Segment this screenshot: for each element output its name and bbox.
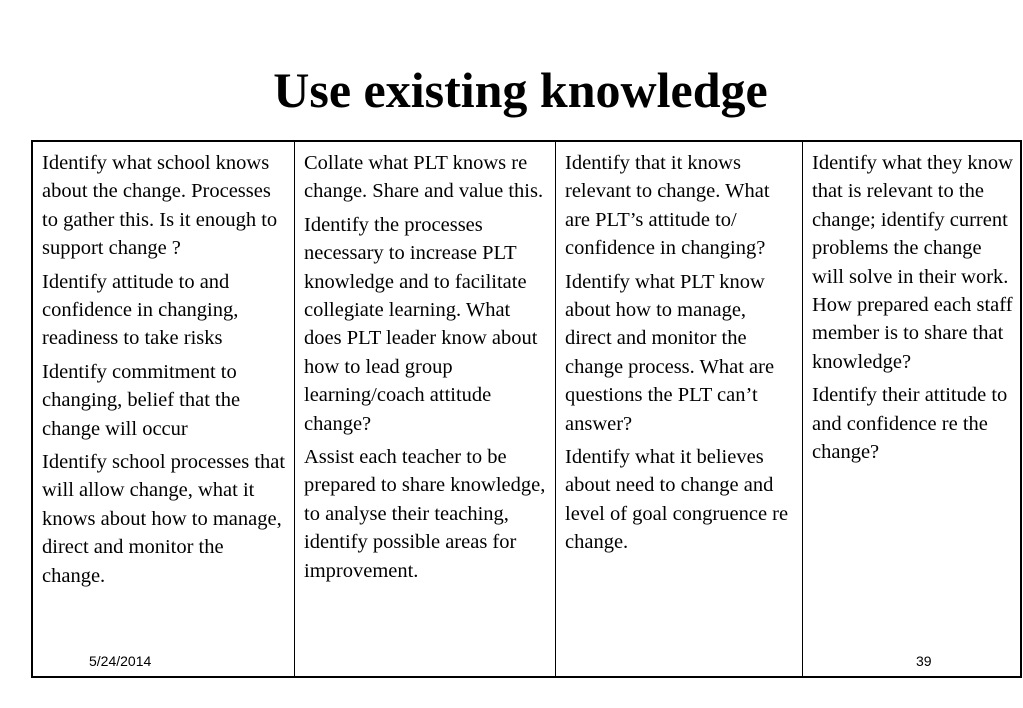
table-column-staff [803,142,1020,676]
table-column-plt-leader [295,142,556,676]
table-cell-paragraph: Identify school processes that will allow change, what it knows about how to manage, direct and monitor the change. [42,451,286,587]
table-column-plt [556,142,803,676]
page-number: 39 [916,653,932,669]
table-cell-paragraph: Identify that it knows relevant to change. What are PLT’s attitude to/ confidence in changing? [565,152,770,260]
footer-date: 5/24/2014 [89,653,152,669]
slide-title: Use existing knowledge [273,62,768,118]
table-cell-paragraph: Identify commitment to changing, belief that the change will occur [42,360,241,440]
content-table [31,140,1022,678]
table-cell-paragraph: Identify what school knows about the change. Processes to gather this. Is it enough to support change ? [42,152,278,260]
table-cell-paragraph: Identify their attitude to and confidence re the change? [812,384,1008,464]
table-cell-paragraph: Identify what PLT know about how to manage, direct and monitor the change process. What are questions the PLT can’t answer? [565,270,775,435]
table-column-school [33,142,295,676]
table-cell-paragraph: Collate what PLT knows re change. Share and value this. [304,152,544,203]
table-cell-paragraph: Identify attitude to and confidence in changing, readiness to take risks [42,270,239,350]
table-cell-paragraph: Assist each teacher to be prepared to share knowledge, to analyse their teaching, identify possible areas for improvement. [304,446,546,582]
table-cell-paragraph: Identify the processes necessary to increase PLT knowledge and to facilitate collegiate learning. What does PLT leader know about how to lead group learning/coach attitude change? [304,213,538,435]
table-cell-paragraph: Identify what they know that is relevant to the change; identify current problems the change will solve in their work. How prepared each staff member is to share that knowledge? [812,152,1013,373]
table-cell-paragraph: Identify what it believes about need to change and level of goal congruence re change. [565,446,789,554]
